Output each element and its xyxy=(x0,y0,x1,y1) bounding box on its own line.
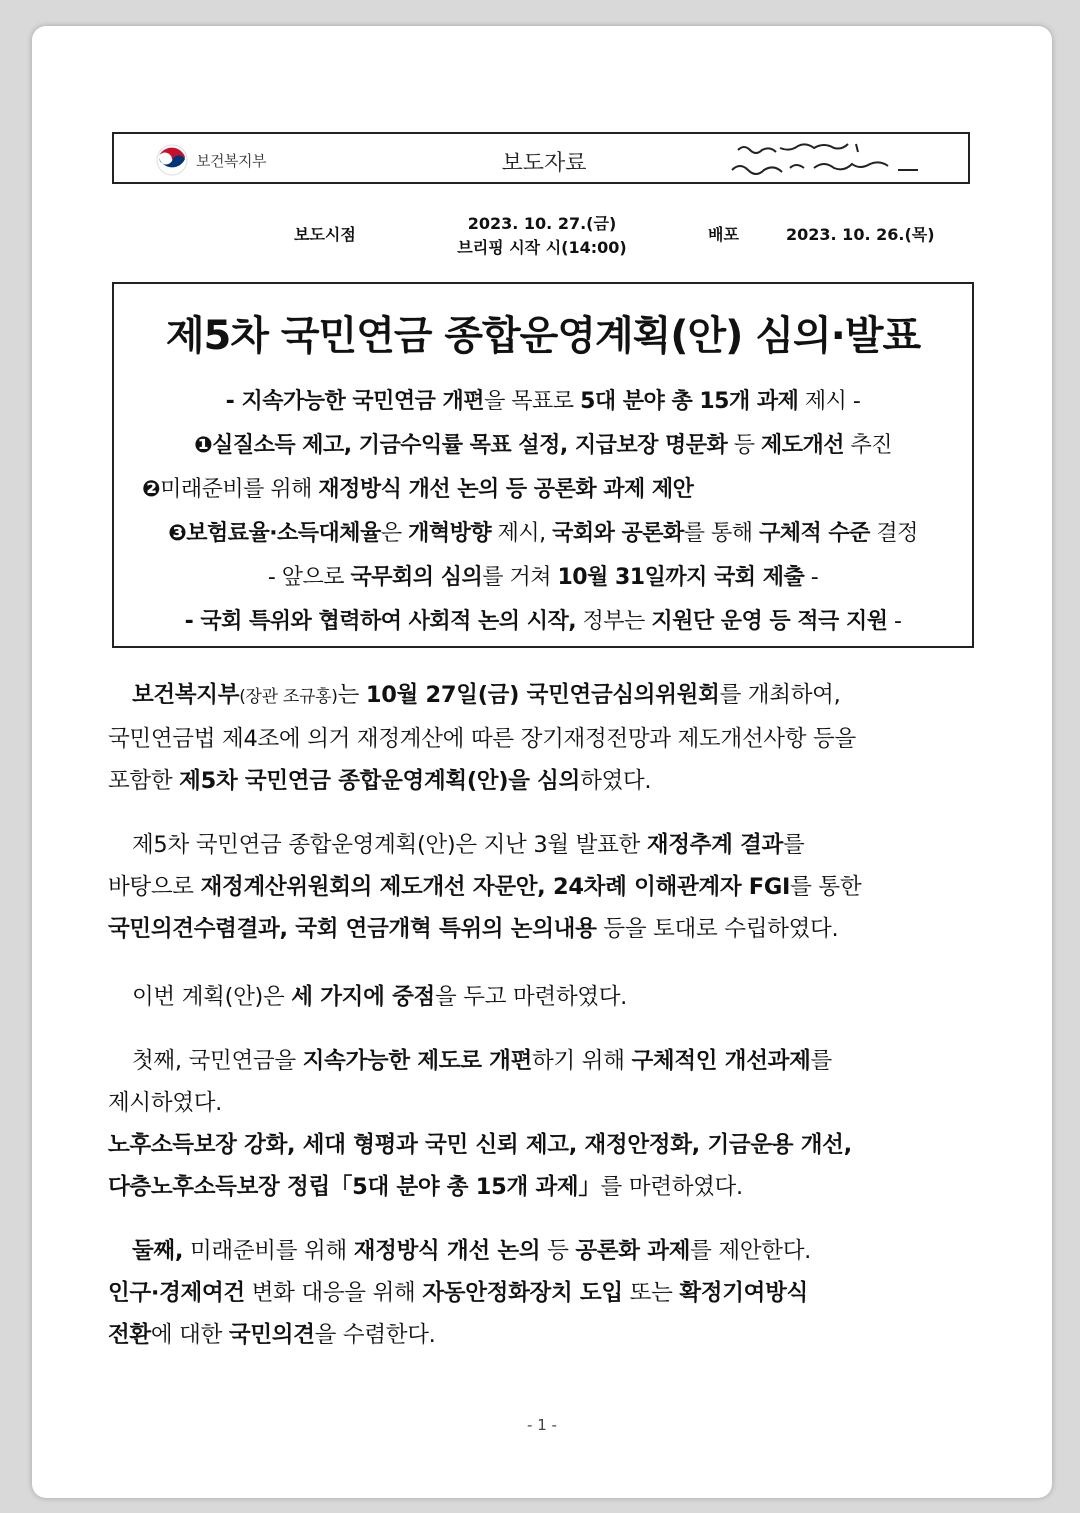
body-text: 10월 27일(금) 국민연금심의위원회 xyxy=(365,682,720,708)
summary-text: 미래준비를 위해 xyxy=(160,477,319,502)
paragraph-1 xyxy=(108,674,976,802)
summary-text: 국무회의 심의 xyxy=(350,565,483,590)
body-text: 보건복지부 xyxy=(132,682,240,708)
summary-text: 구체적 수준 xyxy=(759,521,870,546)
summary-line-1 xyxy=(114,384,972,415)
body-text: 국민의견 xyxy=(228,1322,315,1348)
summary-text: ❷ xyxy=(142,477,161,502)
body-text: 등을 토대로 수립하였다. xyxy=(596,916,839,942)
summary-text: - 지속가능한 국민연금 개편 xyxy=(225,389,485,414)
summary-text: - 국회 특위와 협력하여 사회적 논의 시작, xyxy=(184,609,577,634)
summary-text: - xyxy=(804,565,819,590)
body-text: 지속가능한 제도로 개편 xyxy=(302,1048,533,1074)
summary-text: 결정 xyxy=(869,521,918,546)
summary-text: - xyxy=(887,609,902,634)
summary-text: 를 거쳐 xyxy=(482,565,558,590)
summary-text: 재정방식 개선 논의 등 공론화 과제 제안 xyxy=(318,477,694,502)
press-header xyxy=(112,132,970,184)
body-text: 둘째, xyxy=(132,1238,184,1264)
paragraph-2 xyxy=(108,824,976,950)
summary-text: 10월 31일까지 국회 제출 xyxy=(557,565,805,590)
distribution-label: 배포 xyxy=(708,225,739,244)
body-text: 을 두고 마련하였다. xyxy=(434,984,628,1010)
body-text: 에 대한 xyxy=(150,1322,229,1348)
body-text: 확정기여방식 xyxy=(679,1280,808,1306)
body-text: 를 개최하여, xyxy=(719,682,841,708)
summary-text: 제시 - xyxy=(798,389,861,414)
paragraph-4 xyxy=(108,1040,976,1208)
summary-text: 국회와 공론화 xyxy=(552,521,684,546)
body-text: 재정방식 개선 논의 xyxy=(353,1238,541,1264)
body-text: 변화 대응을 위해 xyxy=(244,1280,423,1306)
summary-text: ❸보험료율·소득대체율 xyxy=(168,521,381,546)
slogan-signature xyxy=(728,138,938,182)
body-text: 제5차 국민연금 종합운영계획(안)을 심의 xyxy=(179,768,581,794)
summary-line-5 xyxy=(114,560,972,591)
body-text: 를 xyxy=(782,832,805,858)
release-date: 2023. 10. 27.(금) xyxy=(467,214,617,233)
body-text: 를 통한 xyxy=(790,874,862,900)
body-text: 하기 위해 xyxy=(532,1048,632,1074)
page-number: - 1 - xyxy=(527,1416,557,1434)
summary-line-3 xyxy=(142,472,1000,503)
release-time-label: 보도시점 xyxy=(294,225,356,244)
body-text: 세 가지에 중점 xyxy=(291,984,435,1010)
distribution-date: 2023. 10. 26.(목) xyxy=(786,225,935,244)
document-page xyxy=(32,26,1052,1498)
body-text: 구체적인 개선과제 xyxy=(631,1048,811,1074)
body-text: 또는 xyxy=(622,1280,680,1306)
press-release-label: 보도자료 xyxy=(501,151,587,176)
body-text: 전환 xyxy=(108,1322,151,1348)
body-text: 하였다. xyxy=(580,768,652,794)
body-text: 국민연금법 제4조에 의거 재정계산에 따른 장기재정전망과 제도개선사항 등을 xyxy=(108,726,856,752)
body-text: 을 수렴한다. xyxy=(314,1322,436,1348)
summary-text: 추진 xyxy=(844,433,893,458)
body-text: 등 xyxy=(540,1238,576,1264)
body-text: 첫째, 국민연금을 xyxy=(132,1048,303,1074)
body-text: 를 제안한다. xyxy=(690,1238,812,1264)
summary-text: 개혁방향 xyxy=(408,521,492,546)
body-text: 는 xyxy=(337,682,366,708)
body-text: 를 xyxy=(810,1048,832,1074)
paragraph-5 xyxy=(108,1230,976,1356)
summary-text: ❶실질소득 제고, 기금수익률 목표 설정, 지급보장 명문화 xyxy=(193,433,728,458)
body-text: 포함한 xyxy=(108,768,180,794)
paragraph-3 xyxy=(108,976,976,1018)
summary-text: - 앞으로 xyxy=(267,565,351,590)
summary-text: 제도개선 xyxy=(761,433,845,458)
summary-line-2 xyxy=(114,428,972,459)
body-text: 자동안정화장치 도입 xyxy=(422,1280,623,1306)
body-text: 국민의견수렴결과, 국회 연금개혁 특위의 논의내용 xyxy=(108,916,597,942)
summary-text: 제시, xyxy=(491,521,553,546)
release-time-value xyxy=(432,212,652,260)
body-text: 바탕으로 xyxy=(108,874,201,900)
headline-title: 제5차 국민연금 종합운영계획(안) 심의·발표 xyxy=(165,313,921,359)
body-text: 재정추계 결과 xyxy=(646,832,783,858)
body-text: 를 마련하였다. xyxy=(600,1174,743,1200)
summary-line-4 xyxy=(114,516,972,547)
body-text: 인구·경제여건 xyxy=(108,1280,245,1306)
body-text: 미래준비를 위해 xyxy=(183,1238,354,1264)
headline-box xyxy=(112,282,974,648)
summary-text: 정부는 xyxy=(576,609,652,634)
handwritten-slogan xyxy=(728,138,938,182)
ministry-logo xyxy=(154,142,266,178)
summary-text: 를 통해 xyxy=(683,521,759,546)
body-text: 재정계산위원회의 제도개선 자문안, 24차례 이해관계자 FGI xyxy=(200,874,791,900)
body-text: 공론화 과제 xyxy=(575,1238,691,1264)
body-text: 이번 계획(안)은 xyxy=(132,984,292,1010)
summary-text: 을 목표로 xyxy=(484,389,581,414)
summary-line-6 xyxy=(114,604,972,635)
ministry-name: 보건복지부 xyxy=(196,151,266,170)
body-text: 제5차 국민연금 종합운영계획(안)은 지난 3월 발표한 xyxy=(132,832,647,858)
release-briefing-time: 브리핑 시작 시(14:00) xyxy=(457,238,627,257)
body-text: 노후소득보장 강화, 세대 형평과 국민 신뢰 제고, 재정안정화, 기금운용 개선, xyxy=(108,1132,852,1158)
summary-text: 5대 분야 총 15개 과제 xyxy=(580,389,799,414)
taegeuk-icon xyxy=(154,142,190,178)
body-text: (장관 조규홍) xyxy=(239,687,338,707)
summary-text: 지원단 운영 등 적극 지원 xyxy=(651,609,888,634)
summary-text: 은 xyxy=(380,521,409,546)
body-text: 제시하였다. xyxy=(108,1090,223,1116)
summary-text: 등 xyxy=(727,433,762,458)
body-text: 다층노후소득보장 정립「5대 분야 총 15개 과제」 xyxy=(108,1174,601,1200)
